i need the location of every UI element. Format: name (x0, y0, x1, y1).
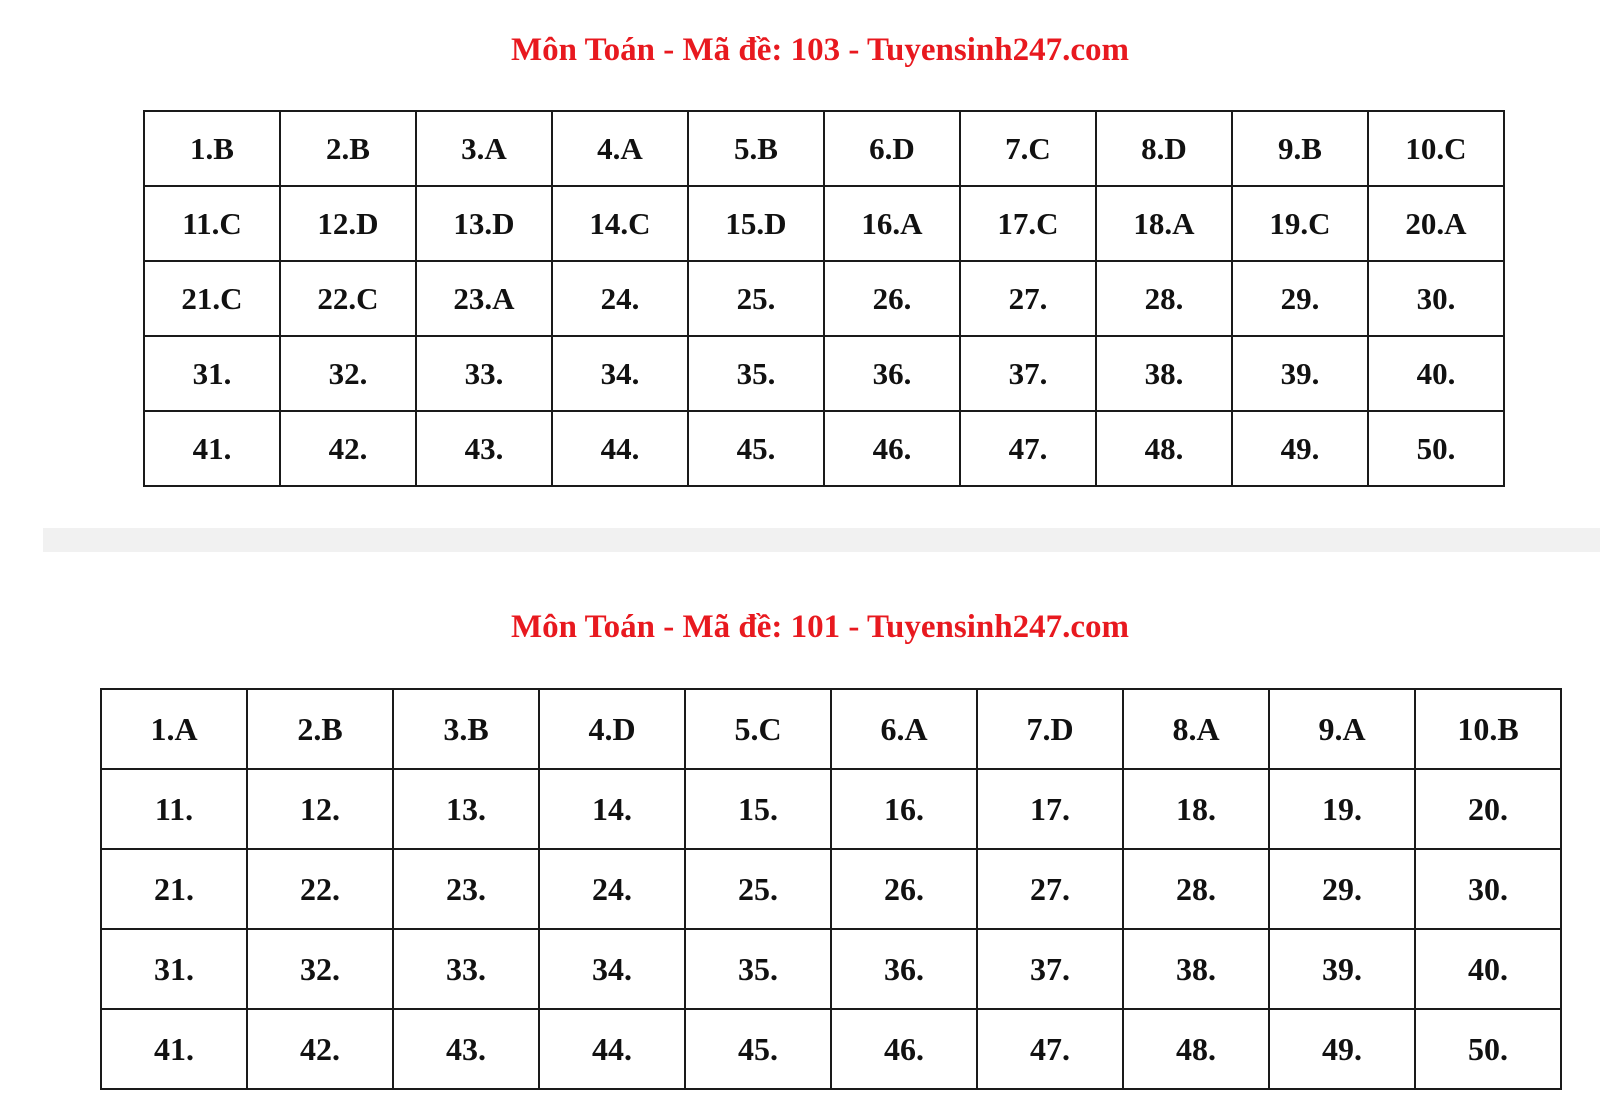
answer-cell: 31. (101, 929, 247, 1009)
answer-cell: 50. (1368, 411, 1504, 486)
answer-cell: 49. (1232, 411, 1368, 486)
section-divider (43, 528, 1600, 552)
answer-cell: 44. (552, 411, 688, 486)
answer-cell: 40. (1415, 929, 1561, 1009)
answer-row (144, 336, 1504, 411)
answer-cell: 21. (101, 849, 247, 929)
answer-cell: 19.C (1232, 186, 1368, 261)
answer-cell: 41. (101, 1009, 247, 1089)
answer-cell: 26. (824, 261, 960, 336)
answer-cell: 26. (831, 849, 977, 929)
answer-cell: 1.A (101, 689, 247, 769)
answer-cell: 11.C (144, 186, 280, 261)
answer-cell: 29. (1232, 261, 1368, 336)
answer-cell: 21.C (144, 261, 280, 336)
answer-cell: 24. (552, 261, 688, 336)
answer-cell: 12.D (280, 186, 416, 261)
answer-cell: 39. (1269, 929, 1415, 1009)
answer-cell: 27. (977, 849, 1123, 929)
answer-cell: 37. (960, 336, 1096, 411)
answer-row (144, 411, 1504, 486)
exam-title-101: Môn Toán - Mã đề: 101 - Tuyensinh247.com (511, 609, 1129, 645)
answer-cell: 27. (960, 261, 1096, 336)
answer-cell: 4.D (539, 689, 685, 769)
answer-cell: 35. (685, 929, 831, 1009)
answer-cell: 10.C (1368, 111, 1504, 186)
answer-cell: 15.D (688, 186, 824, 261)
answer-cell: 37. (977, 929, 1123, 1009)
answer-cell: 3.B (393, 689, 539, 769)
answer-cell: 7.C (960, 111, 1096, 186)
answer-cell: 3.A (416, 111, 552, 186)
answer-cell: 39. (1232, 336, 1368, 411)
answer-cell: 33. (416, 336, 552, 411)
answer-cell: 38. (1096, 336, 1232, 411)
answer-cell: 46. (831, 1009, 977, 1089)
answer-cell: 32. (280, 336, 416, 411)
answer-cell: 42. (280, 411, 416, 486)
answer-cell: 43. (393, 1009, 539, 1089)
answer-cell: 5.C (685, 689, 831, 769)
answer-cell: 50. (1415, 1009, 1561, 1089)
answer-cell: 34. (552, 336, 688, 411)
answer-row (101, 1009, 1561, 1089)
answer-row (144, 111, 1504, 186)
answer-cell: 46. (824, 411, 960, 486)
answer-cell: 47. (960, 411, 1096, 486)
answer-row (101, 849, 1561, 929)
answer-cell: 9.B (1232, 111, 1368, 186)
answer-cell: 14. (539, 769, 685, 849)
answer-cell: 48. (1123, 1009, 1269, 1089)
answer-cell: 8.A (1123, 689, 1269, 769)
exam-title-103: Môn Toán - Mã đề: 103 - Tuyensinh247.com (511, 32, 1129, 68)
answer-cell: 9.A (1269, 689, 1415, 769)
answer-cell: 30. (1368, 261, 1504, 336)
answer-cell: 2.B (280, 111, 416, 186)
answer-cell: 31. (144, 336, 280, 411)
answer-cell: 40. (1368, 336, 1504, 411)
answer-cell: 29. (1269, 849, 1415, 929)
answer-cell: 28. (1123, 849, 1269, 929)
answer-cell: 10.B (1415, 689, 1561, 769)
answer-cell: 23.A (416, 261, 552, 336)
answer-cell: 22. (247, 849, 393, 929)
answer-row (144, 261, 1504, 336)
answer-cell: 30. (1415, 849, 1561, 929)
answer-cell: 16.A (824, 186, 960, 261)
answer-cell: 13.D (416, 186, 552, 261)
answer-cell: 20.A (1368, 186, 1504, 261)
answer-cell: 48. (1096, 411, 1232, 486)
answer-cell: 2.B (247, 689, 393, 769)
answer-row (144, 186, 1504, 261)
answer-cell: 19. (1269, 769, 1415, 849)
answer-cell: 18. (1123, 769, 1269, 849)
answer-table-103 (143, 110, 1505, 487)
answer-cell: 45. (688, 411, 824, 486)
answer-cell: 6.D (824, 111, 960, 186)
answer-cell: 49. (1269, 1009, 1415, 1089)
answer-cell: 47. (977, 1009, 1123, 1089)
answer-cell: 16. (831, 769, 977, 849)
answer-cell: 13. (393, 769, 539, 849)
answer-cell: 32. (247, 929, 393, 1009)
answer-cell: 18.A (1096, 186, 1232, 261)
answer-cell: 41. (144, 411, 280, 486)
answer-cell: 24. (539, 849, 685, 929)
answer-row (101, 689, 1561, 769)
answer-cell: 25. (685, 849, 831, 929)
answer-cell: 22.C (280, 261, 416, 336)
answer-cell: 43. (416, 411, 552, 486)
answer-cell: 4.A (552, 111, 688, 186)
answer-cell: 5.B (688, 111, 824, 186)
answer-cell: 15. (685, 769, 831, 849)
answer-cell: 44. (539, 1009, 685, 1089)
answer-row (101, 929, 1561, 1009)
answer-table-101 (100, 688, 1562, 1090)
answer-cell: 33. (393, 929, 539, 1009)
answer-cell: 28. (1096, 261, 1232, 336)
answer-cell: 38. (1123, 929, 1269, 1009)
answer-cell: 17.C (960, 186, 1096, 261)
answer-cell: 6.A (831, 689, 977, 769)
answer-cell: 36. (824, 336, 960, 411)
answer-cell: 42. (247, 1009, 393, 1089)
answer-cell: 7.D (977, 689, 1123, 769)
answer-row (101, 769, 1561, 849)
answer-cell: 11. (101, 769, 247, 849)
answer-cell: 36. (831, 929, 977, 1009)
answer-cell: 45. (685, 1009, 831, 1089)
answer-cell: 25. (688, 261, 824, 336)
answer-cell: 23. (393, 849, 539, 929)
answer-cell: 8.D (1096, 111, 1232, 186)
answer-cell: 1.B (144, 111, 280, 186)
answer-cell: 14.C (552, 186, 688, 261)
answer-cell: 20. (1415, 769, 1561, 849)
answer-cell: 12. (247, 769, 393, 849)
answer-cell: 17. (977, 769, 1123, 849)
answer-cell: 35. (688, 336, 824, 411)
answer-cell: 34. (539, 929, 685, 1009)
